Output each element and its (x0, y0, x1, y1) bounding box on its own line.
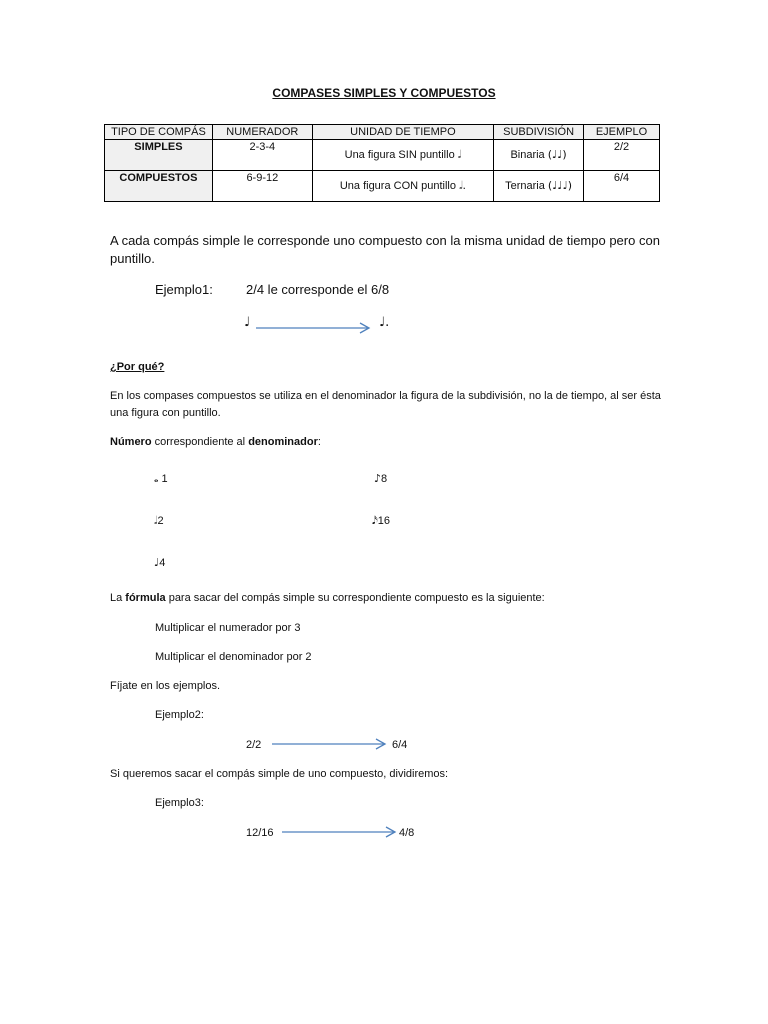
formula-word: fórmula (125, 592, 166, 604)
header-subdivision: SUBDIVISIÓN (494, 125, 584, 140)
ejemplo2-to: 6/4 (392, 739, 408, 751)
quarter-note-icon: ♩ (154, 556, 160, 569)
step-multiplicar-numerador: Multiplicar el numerador por 3 (155, 622, 301, 634)
ejemplo3-from: 12/16 (246, 827, 274, 839)
denominador-item (372, 512, 390, 530)
table-header-row (105, 125, 660, 140)
sixteenth-note-icon: 𝅘𝅥𝅯 (372, 514, 378, 527)
denominador-number: 4 (159, 557, 166, 569)
intro-paragraph: A cada compás simple le corresponde uno compuesto con la misma unidad de tiempo pero con puntillo. (110, 233, 660, 266)
header-unidad: UNIDAD DE TIEMPO (312, 125, 493, 140)
denominador-item (154, 554, 165, 572)
cell-subdivision-text: Binaria (510, 149, 545, 161)
denominador-number: 16 (377, 515, 390, 527)
dotted-quarter-note-icon: ♩. (379, 315, 390, 330)
table-row (105, 140, 660, 171)
denominador-item (374, 470, 387, 488)
arrow-right-icon (256, 322, 374, 334)
step-multiplicar-denominador: Multiplicar el denominador por 2 (155, 651, 312, 663)
table-row (105, 171, 660, 202)
cell-unidad-text: Una figura CON puntillo (339, 180, 456, 192)
cell-unidad-text: Una figura SIN puntillo (344, 149, 455, 161)
cell-subdivision (494, 140, 584, 171)
ejemplo1-label: Ejemplo1: (155, 282, 213, 297)
arrow-right-icon (272, 738, 388, 750)
denominador-colon: : (317, 436, 321, 448)
ejemplo3-label: Ejemplo3: (155, 797, 204, 809)
cell-unidad (312, 171, 493, 202)
half-note-icon: 𝅗𝅥 (457, 148, 462, 161)
denominador-item (154, 512, 164, 530)
fijate-text: Fíjate en los ejemplos. (110, 680, 221, 692)
eighth-note-icon: ♪ (374, 472, 382, 485)
quarter-notes-icon: (♩♩♩) (547, 179, 573, 192)
quarter-note-icon: ♩ (244, 315, 251, 330)
denominador-number: 8 (381, 473, 388, 485)
header-tipo: TIPO DE COMPÁS (105, 125, 213, 140)
quarter-notes-icon: (♩♩) (547, 148, 567, 161)
ejemplo2-label: Ejemplo2: (155, 709, 204, 721)
dividir-text: Si queremos sacar el compás simple de uno compuesto, dividiremos: (110, 768, 449, 780)
header-ejemplo: EJEMPLO (584, 125, 660, 140)
cell-subdivision (494, 171, 584, 202)
denominador-mid: correspondiente al (151, 436, 249, 448)
header-numerador: NUMERADOR (212, 125, 312, 140)
denominador-number: 1 (161, 473, 168, 485)
formula-start: La (110, 592, 126, 604)
dotted-half-note-icon: 𝅗𝅥. (459, 179, 467, 192)
porque-paragraph: En los compases compuestos se utiliza en el denominador la figura de la subdivisión, no la de tiempo, al ser ésta una figura con puntillo. (110, 390, 661, 419)
half-note-icon: 𝅗𝅥 (154, 514, 158, 527)
numero-word: Número (110, 436, 152, 448)
ejemplo2-from: 2/2 (246, 739, 262, 751)
cell-numerador: 2-3-4 (212, 140, 312, 171)
cell-subdivision-text: Ternaria (505, 180, 545, 192)
denominador-item (154, 470, 168, 488)
cell-numerador: 6-9-12 (212, 171, 312, 202)
arrow-right-icon (282, 826, 398, 838)
cell-tipo: SIMPLES (105, 140, 213, 171)
denominador-number: 2 (157, 515, 164, 527)
cell-unidad (312, 140, 493, 171)
page-title: COMPASES SIMPLES Y COMPUESTOS (272, 86, 496, 100)
cell-tipo: COMPUESTOS (105, 171, 213, 202)
formula-end: para sacar del compás simple su correspondiente compuesto es la siguiente: (165, 592, 545, 604)
denominador-line (110, 434, 321, 451)
denominador-word: denominador (248, 436, 318, 448)
ejemplo1-text: 2/4 le corresponde el 6/8 (246, 282, 390, 297)
porque-heading: ¿Por qué? (110, 361, 165, 373)
ejemplo3-to: 4/8 (399, 827, 415, 839)
cell-ejemplo: 2/2 (584, 140, 660, 171)
whole-note-icon: 𝅝 (154, 472, 159, 485)
compases-table (104, 124, 660, 202)
cell-ejemplo: 6/4 (584, 171, 660, 202)
formula-line (110, 590, 545, 607)
